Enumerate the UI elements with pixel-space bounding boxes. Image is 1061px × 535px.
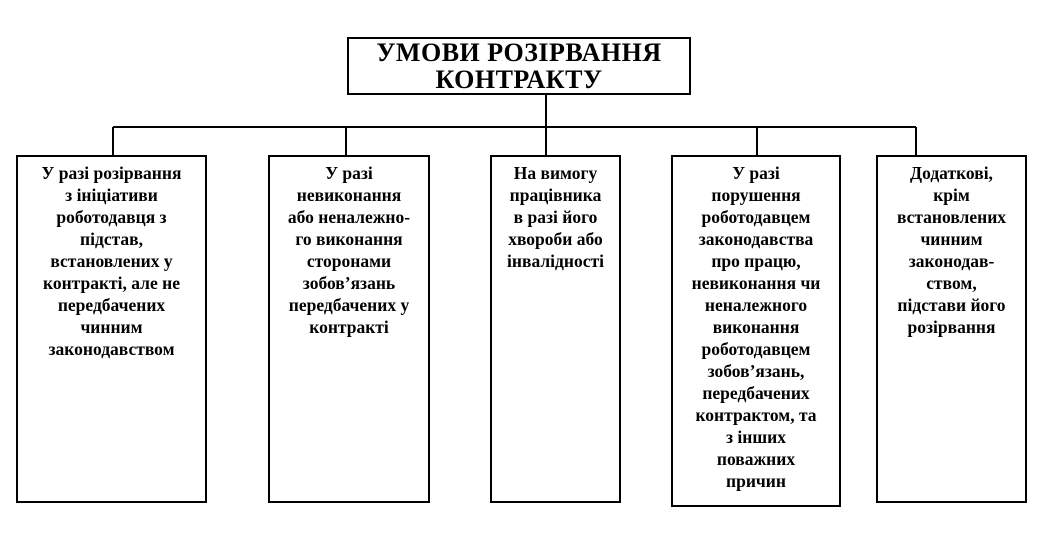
condition-text: На вимогу працівника в разі його хвороби або інвалідності xyxy=(507,163,604,271)
condition-box-non-performance xyxy=(268,155,430,503)
condition-box-employer-initiative xyxy=(16,155,207,503)
diagram-title: УМОВИ РОЗІРВАННЯ КОНТРАКТУ xyxy=(376,38,662,94)
condition-box-additional-grounds xyxy=(876,155,1027,503)
condition-text: Додаткові, крім встановлених чинним законодав- ством, підстави його розірвання xyxy=(896,163,1007,337)
condition-box-employer-violation xyxy=(671,155,841,507)
condition-text: У разі порушення роботодавцем законодавства про працю, невиконання чи неналежного виконання роботодавцем зобов’язань, передбачених контрактом, та з інших поважних причин xyxy=(691,163,821,491)
condition-text: У разі невиконання або неналежно- го виконання сторонами зобов’язань передбачених у контракті xyxy=(287,163,411,337)
condition-text: У разі розірвання з ініціативи роботодавця з підстав, встановлених у контракті, але не передбачених чинним законодавством xyxy=(41,163,182,359)
condition-box-employee-illness xyxy=(490,155,621,503)
diagram-title-box xyxy=(347,37,691,95)
